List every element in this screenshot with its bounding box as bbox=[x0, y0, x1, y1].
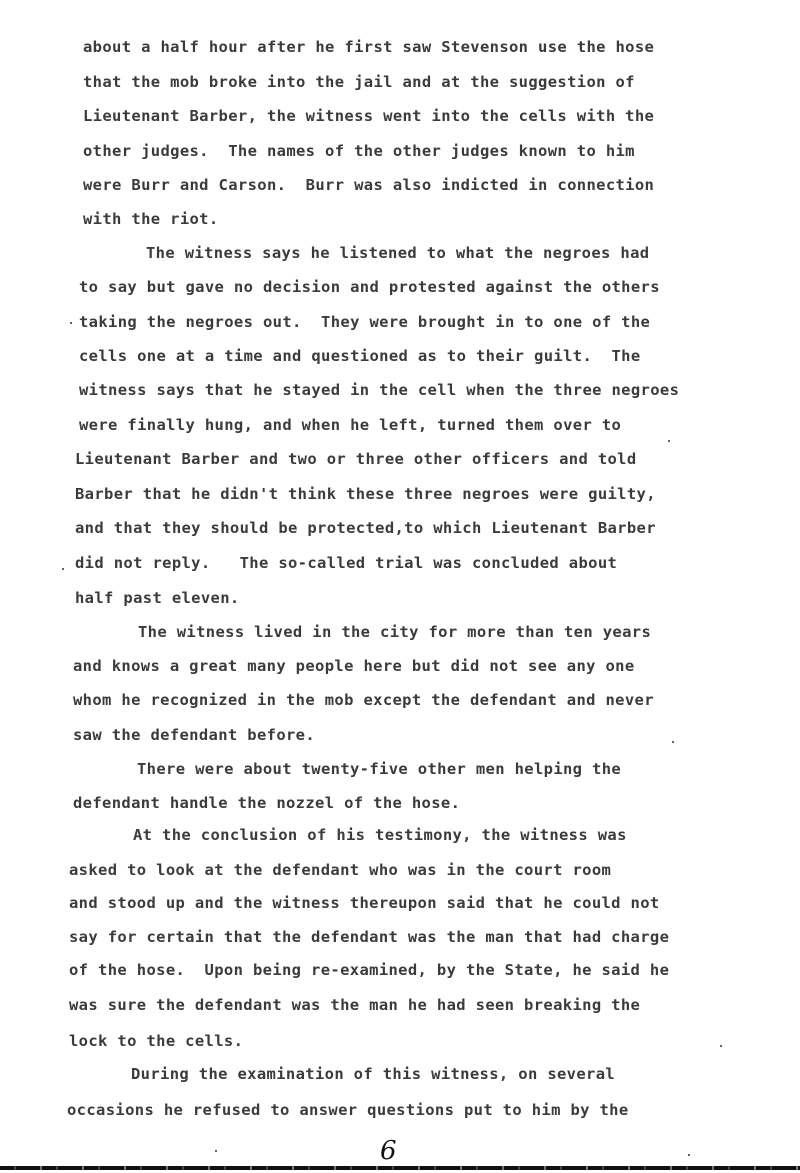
text-line: whom he recognized in the mob except the defendant and never bbox=[73, 691, 654, 709]
scan-speck bbox=[688, 1154, 690, 1156]
text-line: and stood up and the witness thereupon said that he could not bbox=[69, 894, 660, 912]
text-line: were finally hung, and when he left, turned them over to bbox=[79, 416, 622, 434]
scan-speck bbox=[70, 322, 72, 324]
text-line: that the mob broke into the jail and at the suggestion of bbox=[83, 73, 635, 91]
text-line: of the hose. Upon being re-examined, by the State, he said he bbox=[69, 961, 670, 979]
text-line: to say but gave no decision and protested against the others bbox=[79, 278, 660, 296]
text-line: Barber that he didn't think these three negroes were guilty, bbox=[75, 485, 656, 503]
text-line: were Burr and Carson. Burr was also indicted in connection bbox=[83, 176, 655, 194]
text-line: about a half hour after he first saw Stevenson use the hose bbox=[83, 38, 655, 56]
text-line: with the riot. bbox=[83, 210, 219, 228]
page-number: 6 bbox=[380, 1136, 397, 1166]
text-line: and that they should be protected,to which Lieutenant Barber bbox=[75, 519, 656, 537]
text-line: saw the defendant before. bbox=[73, 726, 316, 744]
scan-speck bbox=[62, 568, 64, 570]
text-line: asked to look at the defendant who was in the court room bbox=[69, 861, 612, 879]
text-line: and knows a great many people here but did not see any one bbox=[73, 657, 635, 675]
text-line: did not reply. The so-called trial was concluded about bbox=[75, 554, 618, 572]
text-line: say for certain that the defendant was the man that had charge bbox=[69, 928, 670, 946]
text-line: cells one at a time and questioned as to their guilt. The bbox=[79, 347, 641, 365]
text-line: taking the negroes out. They were brought in to one of the bbox=[79, 313, 651, 331]
scan-speck bbox=[215, 1150, 217, 1152]
scan-speck bbox=[672, 741, 674, 743]
text-line: There were about twenty-five other men helping the bbox=[137, 760, 622, 778]
scan-edge-rule bbox=[0, 1166, 800, 1170]
text-line: other judges. The names of the other judges known to him bbox=[83, 142, 635, 160]
scan-speck bbox=[668, 440, 670, 442]
text-line: The witness says he listened to what the negroes had bbox=[146, 244, 650, 262]
text-line: The witness lived in the city for more than ten years bbox=[138, 623, 652, 641]
text-line: Lieutenant Barber and two or three other officers and told bbox=[75, 450, 637, 468]
text-line: Lieutenant Barber, the witness went into the cells with the bbox=[83, 107, 655, 125]
text-line: lock to the cells. bbox=[69, 1032, 244, 1050]
text-line: At the conclusion of his testimony, the witness was bbox=[133, 826, 627, 844]
text-line: occasions he refused to answer questions put to him by the bbox=[67, 1101, 629, 1119]
scan-speck bbox=[720, 1045, 722, 1047]
text-line: half past eleven. bbox=[75, 589, 240, 607]
text-line: was sure the defendant was the man he had seen breaking the bbox=[69, 996, 641, 1014]
text-line: During the examination of this witness, on several bbox=[131, 1065, 616, 1083]
text-line: witness says that he stayed in the cell when the three negroes bbox=[79, 381, 680, 399]
text-line: defendant handle the nozzel of the hose. bbox=[73, 794, 461, 812]
